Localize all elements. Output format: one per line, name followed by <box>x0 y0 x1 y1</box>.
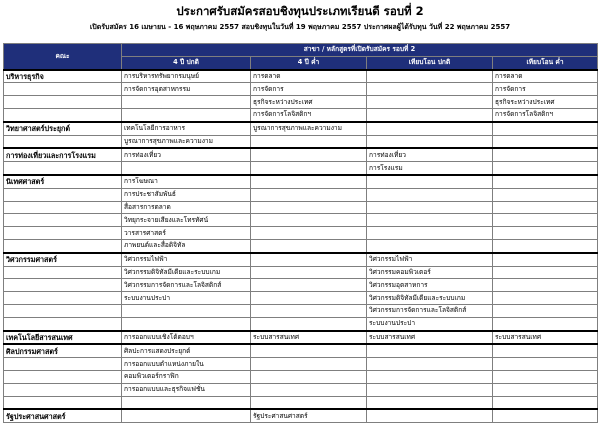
faculty-cell <box>4 383 122 396</box>
program-cell <box>367 227 493 240</box>
table-row <box>4 148 598 161</box>
program-cell: การโฆษณา <box>122 175 251 188</box>
table-row <box>4 358 598 371</box>
program-cell: การจัดการอุตสาหกรรม <box>122 83 251 96</box>
program-cell: บูรณาการสุขภาพและความงาม <box>122 135 251 148</box>
program-cell <box>367 70 493 83</box>
program-cell: รัฐประศาสนศาสตร์ <box>251 409 367 422</box>
program-cell <box>367 108 493 121</box>
faculty-header: คณะ <box>4 44 122 70</box>
program-cell <box>493 396 598 409</box>
program-cell <box>367 344 493 357</box>
program-cell <box>493 135 598 148</box>
program-cell: การจัดการ <box>493 83 598 96</box>
program-cell <box>122 162 251 175</box>
table-row <box>4 96 598 109</box>
faculty-cell: ศิลปกรรมศาสตร์ <box>4 344 122 357</box>
program-cell: วิศวกรรมคอมพิวเตอร์ <box>367 266 493 279</box>
program-cell: ระบบงานประปา <box>122 292 251 305</box>
faculty-cell <box>4 396 122 409</box>
program-cell <box>122 304 251 317</box>
table-row <box>4 83 598 96</box>
program-cell: การจัดการ <box>251 83 367 96</box>
faculty-cell <box>4 135 122 148</box>
program-cell <box>493 358 598 371</box>
program-cell <box>493 122 598 135</box>
program-cell: วิศวกรรมการจัดการและโลจิสติกส์ <box>367 304 493 317</box>
program-cell <box>251 304 367 317</box>
program-cell <box>493 370 598 383</box>
faculty-cell: รัฐประศาสนศาสตร์ <box>4 409 122 422</box>
program-cell <box>367 188 493 201</box>
program-cell <box>493 201 598 214</box>
table-row <box>4 188 598 201</box>
program-cell <box>367 383 493 396</box>
column-header-regular-4yr: 4 ปี ปกติ <box>122 56 251 69</box>
program-cell <box>493 162 598 175</box>
program-cell <box>122 317 251 330</box>
program-cell <box>493 188 598 201</box>
table-row <box>4 122 598 135</box>
program-cell <box>493 253 598 266</box>
program-cell <box>251 383 367 396</box>
program-cell <box>251 148 367 161</box>
program-cell <box>493 279 598 292</box>
table-row <box>4 175 598 188</box>
program-cell <box>251 370 367 383</box>
table-row <box>4 201 598 214</box>
program-cell <box>493 292 598 305</box>
program-cell: วิศวกรรมดิจิทัลมีเดียและระบบเกม <box>122 266 251 279</box>
faculty-cell <box>4 304 122 317</box>
program-cell <box>367 370 493 383</box>
program-cell: ศิลปะการแสดงประยุกต์ <box>122 344 251 357</box>
table-row <box>4 70 598 83</box>
table-row <box>4 108 598 121</box>
table-row <box>4 266 598 279</box>
program-cell: การตลาด <box>251 70 367 83</box>
programs-table <box>3 43 598 423</box>
program-cell <box>251 266 367 279</box>
program-cell: วิศวกรรมดิจิทัลมีเดียและระบบเกม <box>367 292 493 305</box>
program-cell <box>493 383 598 396</box>
program-cell <box>122 409 251 422</box>
program-cell <box>122 108 251 121</box>
program-cell: ระบบงานประปา <box>367 317 493 330</box>
program-cell <box>251 292 367 305</box>
program-cell <box>493 317 598 330</box>
programs-group-header: สาขา / หลักสูตรที่เปิดรับสมัคร รอบที่ 2 <box>122 44 598 57</box>
program-cell: การออกแบบเชิงโต้ตอบฯ <box>122 331 251 345</box>
program-cell <box>251 396 367 409</box>
program-cell: การโรงแรม <box>367 162 493 175</box>
program-cell <box>367 239 493 252</box>
program-cell <box>251 317 367 330</box>
column-header-evening-4yr: 4 ปี ค่ำ <box>251 56 367 69</box>
program-cell: วิศวกรรมอุตสาหการ <box>367 279 493 292</box>
faculty-cell <box>4 108 122 121</box>
column-header-transfer-regular: เทียบโอน ปกติ <box>367 56 493 69</box>
faculty-cell: การท่องเที่ยวและการโรงแรม <box>4 148 122 161</box>
faculty-cell <box>4 83 122 96</box>
program-cell: ระบบสารสนเทศ <box>367 331 493 345</box>
program-cell <box>493 304 598 317</box>
program-cell <box>251 175 367 188</box>
program-cell: สื่อสารการตลาด <box>122 201 251 214</box>
program-cell: วิศวกรรมไฟฟ้า <box>367 253 493 266</box>
program-cell: การจัดการโลจิสติกฯ <box>493 108 598 121</box>
program-cell <box>251 214 367 227</box>
faculty-cell: วิศวกรรมศาสตร์ <box>4 253 122 266</box>
table-row <box>4 279 598 292</box>
faculty-cell <box>4 214 122 227</box>
program-cell: การออกแบบและธุรกิจแฟชั่น <box>122 383 251 396</box>
program-cell: การตลาด <box>493 70 598 83</box>
program-cell: ระบบสารสนเทศ <box>493 331 598 345</box>
faculty-cell <box>4 96 122 109</box>
program-cell: เทคโนโลยีการอาหาร <box>122 122 251 135</box>
faculty-cell: วิทยาศาสตร์ประยุกต์ <box>4 122 122 135</box>
program-cell: การจัดการโลจิสติกฯ <box>251 108 367 121</box>
program-cell <box>251 279 367 292</box>
program-cell: วิศวกรรมการจัดการและโลจิสติกส์ <box>122 279 251 292</box>
program-cell <box>367 396 493 409</box>
program-cell <box>251 227 367 240</box>
program-cell <box>367 214 493 227</box>
program-cell <box>122 396 251 409</box>
program-cell: บูรณาการสุขภาพและความงาม <box>251 122 367 135</box>
table-row <box>4 383 598 396</box>
table-row <box>4 135 598 148</box>
program-cell <box>493 239 598 252</box>
table-row <box>4 214 598 227</box>
program-cell: การท่องเที่ยว <box>122 148 251 161</box>
program-cell: การประชาสัมพันธ์ <box>122 188 251 201</box>
program-cell <box>367 175 493 188</box>
faculty-cell <box>4 279 122 292</box>
program-cell <box>367 122 493 135</box>
table-row <box>4 317 598 330</box>
program-cell <box>251 135 367 148</box>
program-cell: ธุรกิจระหว่างประเทศ <box>251 96 367 109</box>
table-row <box>4 227 598 240</box>
program-cell: วิทยุกระจายเสียงและโทรทัศน์ <box>122 214 251 227</box>
table-row <box>4 409 598 422</box>
faculty-cell <box>4 358 122 371</box>
program-cell <box>367 83 493 96</box>
program-cell <box>367 135 493 148</box>
faculty-cell <box>4 317 122 330</box>
program-cell <box>251 188 367 201</box>
faculty-cell <box>4 266 122 279</box>
program-cell <box>493 409 598 422</box>
table-row <box>4 331 598 345</box>
faculty-cell <box>4 201 122 214</box>
program-cell: การบริหารทรัพยากรมนุษย์ <box>122 70 251 83</box>
table-row <box>4 292 598 305</box>
program-cell <box>367 358 493 371</box>
program-cell: วารสารศาสตร์ <box>122 227 251 240</box>
faculty-cell <box>4 370 122 383</box>
faculty-cell <box>4 239 122 252</box>
faculty-cell <box>4 292 122 305</box>
program-cell: การท่องเที่ยว <box>367 148 493 161</box>
faculty-cell <box>4 227 122 240</box>
table-row <box>4 253 598 266</box>
program-cell <box>493 227 598 240</box>
program-cell <box>493 214 598 227</box>
table-header-row-1 <box>4 44 598 57</box>
program-cell <box>251 358 367 371</box>
faculty-cell <box>4 162 122 175</box>
program-cell <box>251 239 367 252</box>
program-cell <box>367 201 493 214</box>
program-cell <box>122 96 251 109</box>
page-title: ประกาศรับสมัครสอบชิงทุนประเภทเรียนดี รอบที่ 2 <box>176 4 424 18</box>
program-cell <box>493 175 598 188</box>
program-cell: การออกแบบตำแหน่งภายใน <box>122 358 251 371</box>
program-cell <box>367 409 493 422</box>
program-cell: ธุรกิจระหว่างประเทศ <box>493 96 598 109</box>
table-row <box>4 396 598 409</box>
faculty-cell: นิเทศศาสตร์ <box>4 175 122 188</box>
program-cell <box>251 162 367 175</box>
program-cell <box>367 96 493 109</box>
table-row <box>4 370 598 383</box>
program-cell <box>251 344 367 357</box>
program-cell: วิศวกรรมไฟฟ้า <box>122 253 251 266</box>
schedule-subtitle: เปิดรับสมัคร 16 เมษายน - 16 พฤษภาคม 2557 สอบชิงทุนในวันที่ 19 พฤษภาคม 2557 ประกาศผลผู้ได้รับทุน วันที่ 22 พฤษภาคม 2557 <box>89 23 511 31</box>
table-row <box>4 344 598 357</box>
program-cell <box>251 201 367 214</box>
faculty-cell: บริหารธุรกิจ <box>4 70 122 83</box>
program-cell <box>251 253 367 266</box>
table-row <box>4 239 598 252</box>
column-header-transfer-evening: เทียบโอน ค่ำ <box>493 56 598 69</box>
program-cell: ภาพยนต์และสื่อดิจิทัล <box>122 239 251 252</box>
program-cell <box>493 344 598 357</box>
program-cell: คอมพิวเตอร์กราฟิก <box>122 370 251 383</box>
faculty-cell: เทคโนโลยีสารสนเทศ <box>4 331 122 345</box>
program-cell <box>493 148 598 161</box>
program-cell: ระบบสารสนเทศ <box>251 331 367 345</box>
faculty-cell <box>4 188 122 201</box>
table-row <box>4 304 598 317</box>
program-cell <box>493 266 598 279</box>
table-row <box>4 162 598 175</box>
